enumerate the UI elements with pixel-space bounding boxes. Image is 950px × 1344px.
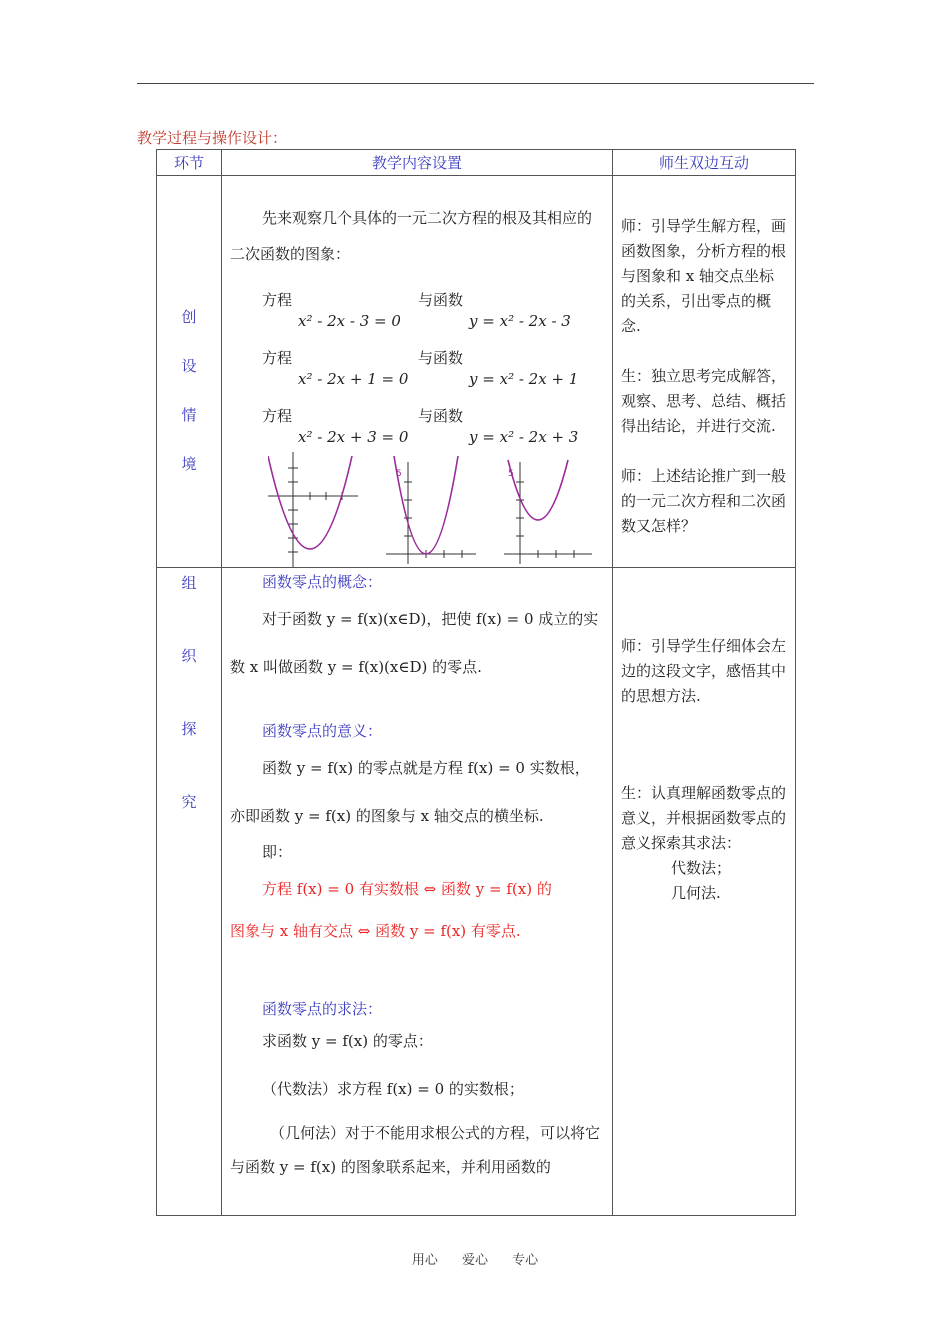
teacher-note: 师：上述结论推广到一般的一元二次方程和二次函数又怎样？: [621, 467, 787, 535]
page-footer: [0, 1249, 950, 1268]
fn-prefix: 与函数: [418, 407, 464, 425]
equiv-line-1: 方程 f(x) = 0 有实数根 ⇔ 函数 y = f(x) 的: [262, 880, 552, 898]
stage-char: 情: [181, 406, 197, 424]
method-title: 函数零点的求法：: [262, 1000, 383, 1018]
stage-char: 织: [181, 647, 197, 665]
student-note: 生：认真理解函数零点的意义，并根据函数零点的意义探索其求法：: [621, 784, 787, 852]
stage-cell: [157, 176, 222, 568]
function: y = x² - 2x - 3: [469, 312, 571, 330]
interaction-cell: [613, 176, 796, 568]
method-a: 代数法；: [671, 859, 732, 877]
footer-word: 爱心: [461, 1253, 488, 1268]
tick-label: 5: [396, 469, 402, 479]
method-b: 几何法.: [671, 884, 721, 902]
stage-char: 创: [181, 308, 197, 326]
parabola-graph-1: [268, 452, 360, 567]
table-row: [157, 568, 796, 1216]
content-cell: [222, 568, 613, 1216]
content-cell: [222, 176, 613, 568]
footer-word: 用心: [411, 1253, 438, 1268]
method-line-1: 求函数 y = f(x) 的零点：: [262, 1032, 433, 1050]
equation-row: [230, 272, 604, 330]
equation: x² - 2x + 1 = 0: [298, 370, 409, 388]
parabola-graph-3: [504, 452, 596, 567]
table-row: [157, 176, 796, 568]
concept-title: 函数零点的概念：: [262, 573, 383, 591]
fn-prefix: 与函数: [418, 291, 464, 309]
equiv-line-2: 图象与 x 轴有交点 ⇔ 函数 y = f(x) 有零点.: [230, 922, 521, 940]
meaning-text: 函数 y = f(x) 的零点就是方程 f(x) = 0 实数根，亦即函数 y = f(x) 的图象与 x 轴交点的横坐标.: [230, 759, 590, 825]
section-title: 教学过程与操作设计：: [137, 129, 288, 147]
concept-text: 对于函数 y = f(x)(x∈D)，把使 f(x) = 0 成立的实数 x 叫做函数 y = f(x)(x∈D) 的零点.: [230, 610, 599, 676]
function: y = x² - 2x + 1: [469, 370, 579, 388]
parabola-graph-2: [386, 452, 478, 567]
stage-char: 组: [181, 574, 197, 592]
equation-row: [230, 330, 604, 388]
ji-text: 即：: [262, 843, 293, 861]
graphs: [230, 452, 604, 567]
equation: x² - 2x - 3 = 0: [298, 312, 401, 330]
footer-word: 专心: [512, 1253, 539, 1268]
eq-prefix: 方程: [262, 291, 293, 309]
eq-prefix: 方程: [262, 407, 293, 425]
lesson-table: [156, 149, 796, 1216]
header-rule: [137, 83, 814, 84]
stage-cell: [157, 568, 222, 1216]
stage-char: 探: [181, 720, 197, 738]
teacher-note: 师：引导学生解方程，画函数图象，分析方程的根与图象和 x 轴交点坐标的关系，引出零点的概念.: [621, 217, 787, 335]
method-line-3: （几何法）对于不能用求根公式的方程，可以将它与函数 y = f(x) 的图象联系起来，并利用函数的: [230, 1124, 601, 1176]
function: y = x² - 2x + 3: [469, 428, 579, 446]
interaction-cell: [613, 568, 796, 1216]
eq-prefix: 方程: [262, 349, 293, 367]
table-header-row: [157, 150, 796, 176]
header-content: 教学内容设置: [222, 150, 613, 176]
equation-row: [230, 388, 604, 446]
student-note: 生：独立思考完成解答，观察、思考、总结、概括得出结论，并进行交流.: [621, 367, 787, 435]
method-line-2: （代数法）求方程 f(x) = 0 的实数根；: [262, 1080, 524, 1098]
equation: x² - 2x + 3 = 0: [298, 428, 409, 446]
intro-text: 先来观察几个具体的一元二次方程的根及其相应的二次函数的图象：: [230, 209, 593, 263]
header-interaction: 师生双边互动: [613, 150, 796, 176]
stage-char: 究: [181, 793, 197, 811]
tick-label: 5: [508, 469, 514, 479]
teacher-note: 师：引导学生仔细体会左边的这段文字，感悟其中的思想方法.: [621, 637, 787, 705]
stage-char: 境: [181, 455, 197, 473]
stage-char: 设: [181, 357, 197, 375]
fn-prefix: 与函数: [418, 349, 464, 367]
header-stage: 环节: [157, 150, 222, 176]
meaning-title: 函数零点的意义：: [262, 722, 383, 740]
